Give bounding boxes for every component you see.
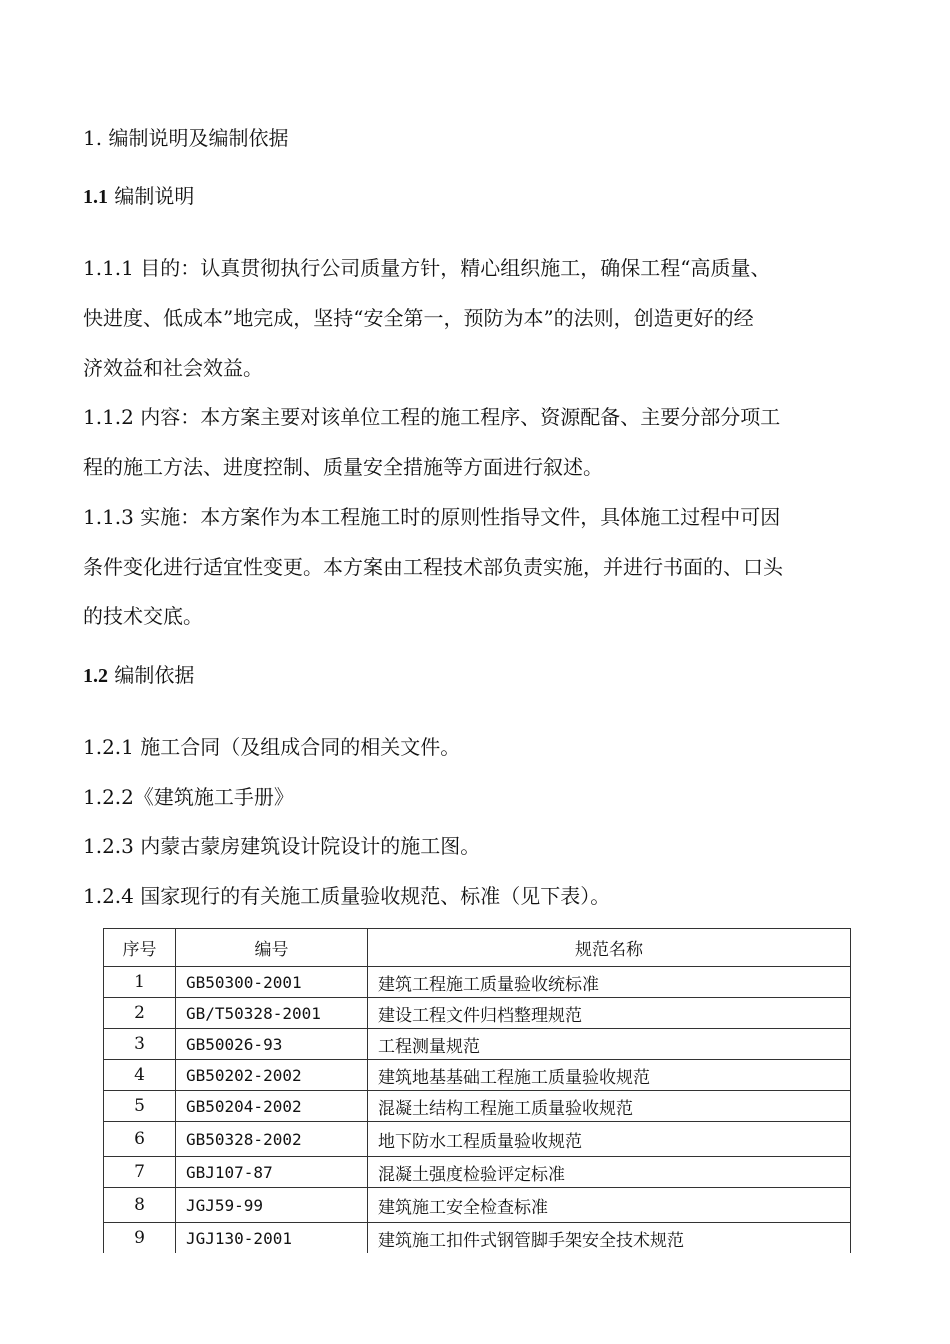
cell-name: 混凝土强度检验评定标准 [368, 1157, 851, 1188]
cell-code: GB50026-93 [176, 1029, 368, 1060]
cell-no: 3 [104, 1029, 176, 1060]
heading-1-2 [83, 662, 194, 689]
heading-1-1-number: 1.1 [83, 186, 108, 208]
cell-name: 建筑工程施工质量验收统标准 [368, 967, 851, 998]
table-row [104, 1157, 851, 1188]
cell-no: 1 [104, 967, 176, 998]
cell-code: GB50328-2002 [176, 1122, 368, 1157]
header-cell-name: 规范名称 [368, 929, 851, 967]
heading-1-2-title: 编制依据 [108, 663, 195, 687]
table-row [104, 1122, 851, 1157]
heading-1-2-number: 1.2 [83, 665, 108, 687]
table-row [104, 1060, 851, 1091]
table-row [104, 998, 851, 1029]
cell-code: GB/T50328-2001 [176, 998, 368, 1029]
cell-name: 工程测量规范 [368, 1029, 851, 1060]
paragraph-1-2-4: 1.2.4 国家现行的有关施工质量验收规范、标准（见下表）。 [83, 884, 611, 908]
cell-no: 2 [104, 998, 176, 1029]
cell-code: GB50300-2001 [176, 967, 368, 998]
cell-code: JGJ59-99 [176, 1188, 368, 1223]
heading-1-1-title: 编制说明 [108, 184, 195, 208]
paragraph-1-2-2: 1.2.2《建筑施工手册》 [83, 785, 294, 809]
header-cell-code: 编号 [176, 929, 368, 967]
paragraph-1-1-1-line-3: 济效益和社会效益。 [83, 356, 263, 380]
cell-name: 建筑施工安全检查标准 [368, 1188, 851, 1223]
table-row [104, 1091, 851, 1122]
standards-table [103, 928, 851, 1253]
paragraph-1-1-2-line-2: 程的施工方法、进度控制、质量安全措施等方面进行叙述。 [83, 455, 603, 479]
cell-no: 8 [104, 1188, 176, 1223]
heading-1-1 [83, 183, 194, 210]
cell-no: 6 [104, 1122, 176, 1157]
paragraph-1-1-3-line-1: 1.1.3 实施：本方案作为本工程施工时的原则性指导文件，具体施工过程中可因 [83, 505, 781, 529]
cell-no: 4 [104, 1060, 176, 1091]
cell-name: 地下防水工程质量验收规范 [368, 1122, 851, 1157]
cell-code: JGJ130-2001 [176, 1223, 368, 1254]
paragraph-1-1-1-line-1: 1.1.1 目的：认真贯彻执行公司质量方针，精心组织施工，确保工程“高质量、 [83, 256, 771, 280]
table-row [104, 1223, 851, 1254]
table-row [104, 1029, 851, 1060]
paragraph-1-1-3-line-2: 条件变化进行适宜性变更。本方案由工程技术部负责实施，并进行书面的、口头 [83, 555, 783, 579]
cell-name: 建筑地基基础工程施工质量验收规范 [368, 1060, 851, 1091]
table-row [104, 1188, 851, 1223]
cell-no: 5 [104, 1091, 176, 1122]
cell-name: 建筑施工扣件式钢管脚手架安全技术规范 [368, 1223, 851, 1254]
paragraph-1-1-3-line-3: 的技术交底。 [83, 604, 203, 628]
paragraph-1-1-2-line-1: 1.1.2 内容：本方案主要对该单位工程的施工程序、资源配备、主要分部分项工 [83, 405, 781, 429]
cell-code: GBJ107-87 [176, 1157, 368, 1188]
cell-code: GB50202-2002 [176, 1060, 368, 1091]
heading-1: 1. 编制说明及编制依据 [83, 126, 289, 150]
header-cell-no: 序号 [104, 929, 176, 967]
cell-name: 混凝土结构工程施工质量验收规范 [368, 1091, 851, 1122]
paragraph-1-1-1-line-2: 快进度、低成本”地完成，坚持“安全第一，预防为本”的法则，创造更好的经 [83, 306, 754, 330]
paragraph-1-2-3: 1.2.3 内蒙古蒙房建筑设计院设计的施工图。 [83, 834, 481, 858]
cell-no: 9 [104, 1223, 176, 1254]
table-header-row [104, 929, 851, 967]
paragraph-1-2-1: 1.2.1 施工合同（及组成合同的相关文件。 [83, 735, 461, 759]
cell-no: 7 [104, 1157, 176, 1188]
cell-code: GB50204-2002 [176, 1091, 368, 1122]
cell-name: 建设工程文件归档整理规范 [368, 998, 851, 1029]
table-row [104, 967, 851, 998]
